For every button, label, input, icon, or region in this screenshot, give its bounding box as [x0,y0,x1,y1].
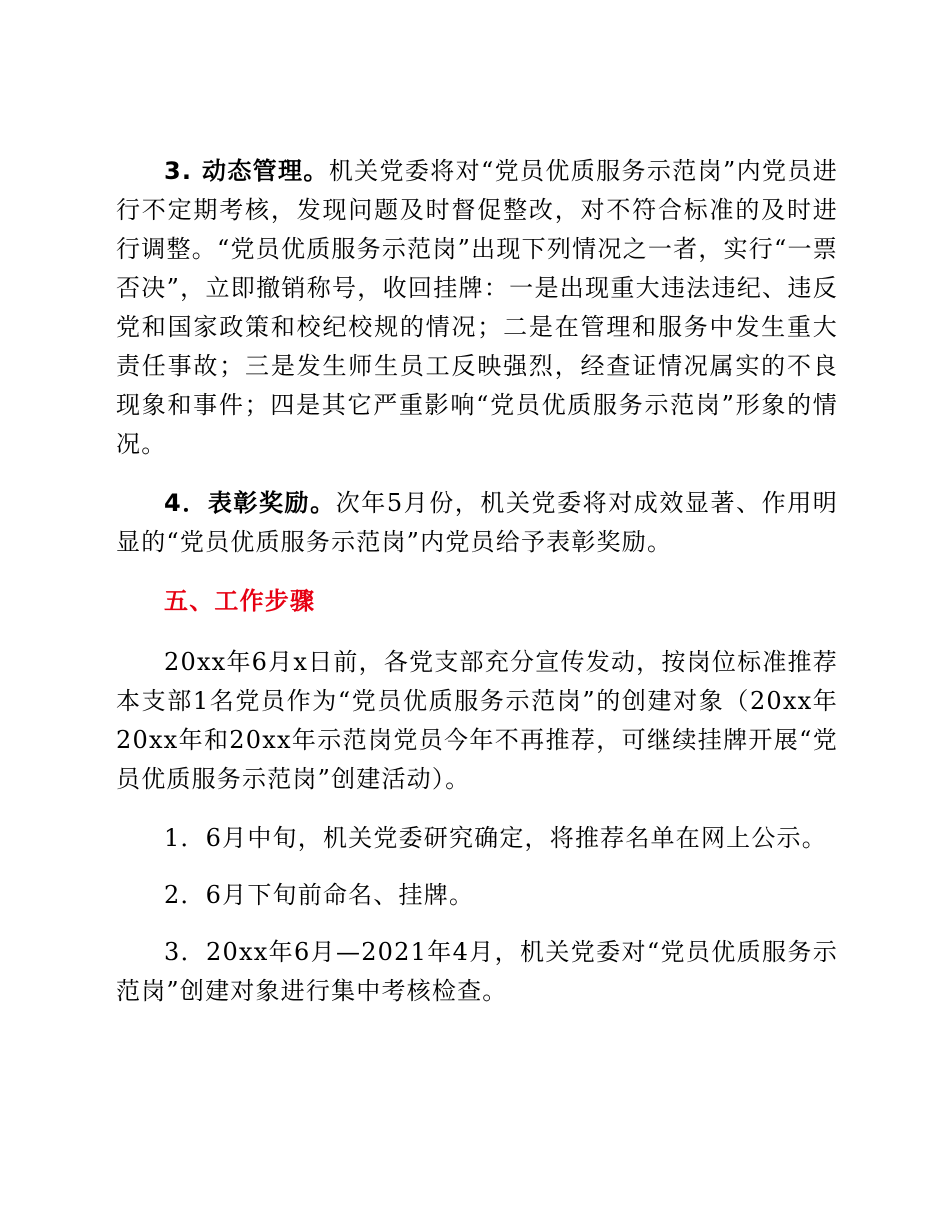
step-item-3: 3．20xx年6月—2021年4月，机关党委对“党员优质服务示范岗”创建对象进行集中考核检查。 [116,938,838,1005]
paragraph-body: 次年5月份，机关党委将对成效显著、作用明显的“党员优质服务示范岗”内党员给予表彰奖励。 [116,489,838,556]
paragraph-dynamic-management [116,152,838,464]
section-heading-work-steps: 五、工作步骤 [164,587,316,615]
paragraph-steps-intro: 20xx年6月x日前，各党支部充分宣传发动，按岗位标准推荐本支部1名党员作为“党员优质服务示范岗”的创建对象（20xx年20xx年和20xx年示范岗党员今年不再推荐，可继续挂牌开展“党员优质服务示范岗”创建活动）。 [116,648,838,793]
paragraph-lead: 3. 动态管理。 [164,157,329,185]
paragraph-body: 机关党委将对“党员优质服务示范岗”内党员进行不定期考核，发现问题及时督促整改，对不符合标准的及时进行调整。“党员优质服务示范岗”出现下列情况之一者，实行“一票否决”，立即撤销称号，收回挂牌：一是出现重大违法违纪、违反党和国家政策和校纪校规的情况；二是在管理和服务中发生重大责任事故；三是发生师生员工反映强烈，经查证情况属实的不良现象和事件；四是其它严重影响“党员优质服务示范岗”形象的情况。 [116,157,838,458]
step-item-2: 2．6月下旬前命名、挂牌。 [164,881,475,909]
paragraph-commendation-reward [116,484,838,562]
paragraph-lead: 4．表彰奖励。 [164,489,336,517]
step-item-1: 1．6月中旬，机关党委研究确定，将推荐名单在网上公示。 [164,824,827,852]
